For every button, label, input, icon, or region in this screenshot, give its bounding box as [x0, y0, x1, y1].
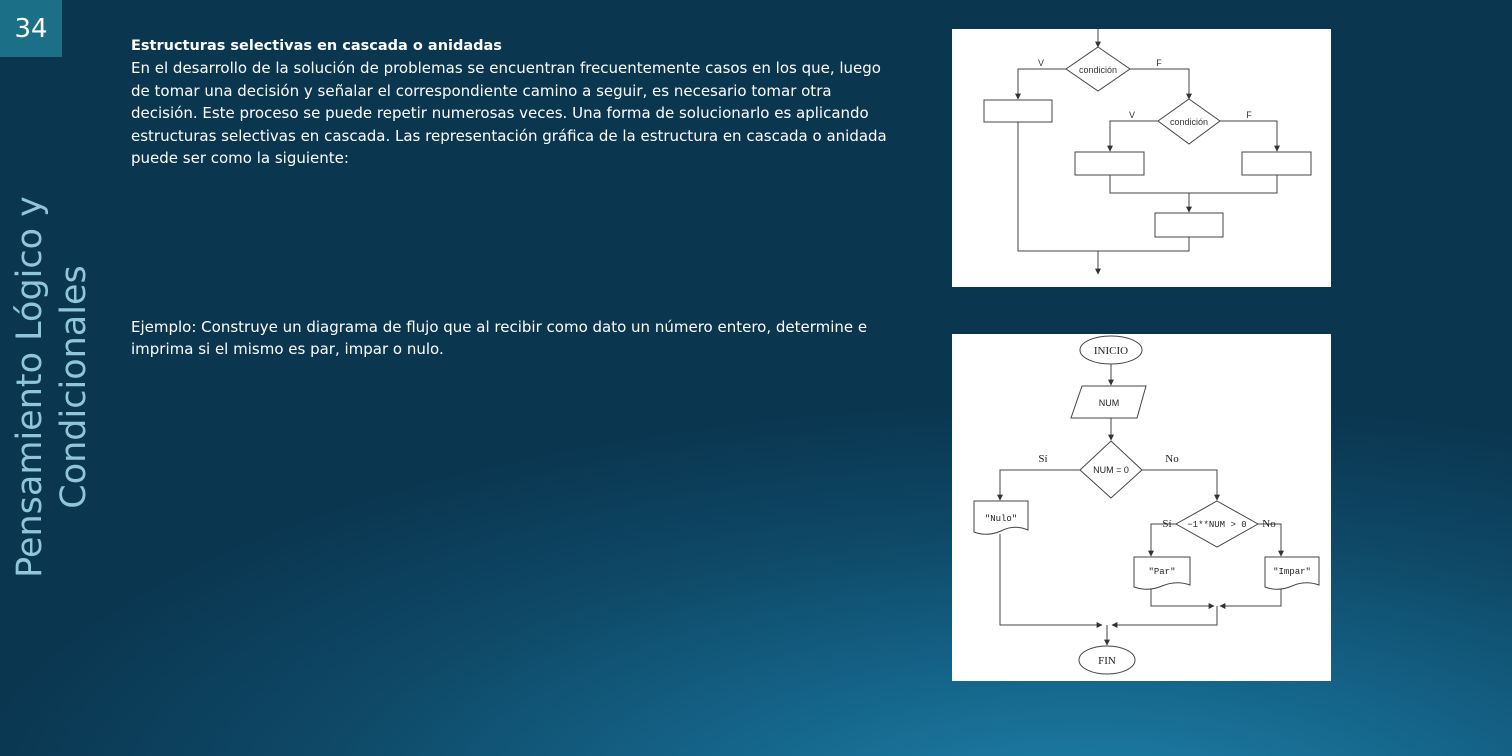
process-box-left [984, 100, 1052, 122]
decision-1-label: NUM = 0 [1093, 465, 1129, 475]
decision-2-label: −1**NUM > 0 [1187, 520, 1247, 530]
decision-2-label: condición [1169, 117, 1209, 127]
example-paragraph: Ejemplo: Construye un diagrama de flujo que al recibir como dato un número entero, determine e imprima si el mismo es par, impar o nulo. [131, 318, 868, 359]
yes-label-2: Sí [1162, 518, 1172, 530]
example-flowchart-svg [952, 334, 1331, 681]
output-par-label: "Par" [1148, 567, 1176, 577]
true-label-1: V [1037, 58, 1045, 68]
false-label-1: F [1156, 58, 1162, 68]
true-label-2: V [1128, 110, 1136, 120]
yes-label-1: Sí [1038, 453, 1048, 465]
section-heading: Estructuras selectivas en cascada o anidadas [131, 38, 502, 54]
input-label: NUM [1098, 398, 1120, 408]
start-label: INICIO [1093, 345, 1129, 357]
nested-structure-svg [952, 29, 1331, 287]
output-nulo-label: "Nulo" [984, 514, 1018, 524]
process-box-v [1075, 152, 1144, 175]
side-title-line-2: Condicionales [54, 265, 94, 509]
intro-paragraph: En el desarrollo de la solución de problemas se encuentran frecuentemente casos en los que, luego de tomar una decisión y señalar el correspondiente camino a seguir, es necesario tomar otra decisión. Este proceso se puede repetir numerosas veces. Una forma de solucionarlo es aplicando estructuras selectivas en cascada. Las representación gráfica de la estructura en cascada o anidada puede ser como la siguiente: [131, 59, 887, 168]
example-flowchart [952, 334, 1331, 681]
process-box-f [1242, 152, 1311, 175]
false-label-2: F [1246, 110, 1252, 120]
output-impar-label: "Impar" [1273, 567, 1311, 577]
slide-number: 34 [0, 0, 62, 57]
nested-structure-diagram [952, 29, 1331, 287]
intro-section [131, 35, 901, 169]
no-label-1: No [1165, 453, 1179, 465]
side-title [2, 107, 102, 667]
end-label: FIN [1098, 655, 1116, 667]
process-box-join [1155, 213, 1223, 237]
no-label-2: No [1262, 518, 1276, 530]
decision-1-label: condición [1078, 65, 1118, 75]
side-title-line-1: Pensamiento Lógico y [10, 196, 50, 578]
